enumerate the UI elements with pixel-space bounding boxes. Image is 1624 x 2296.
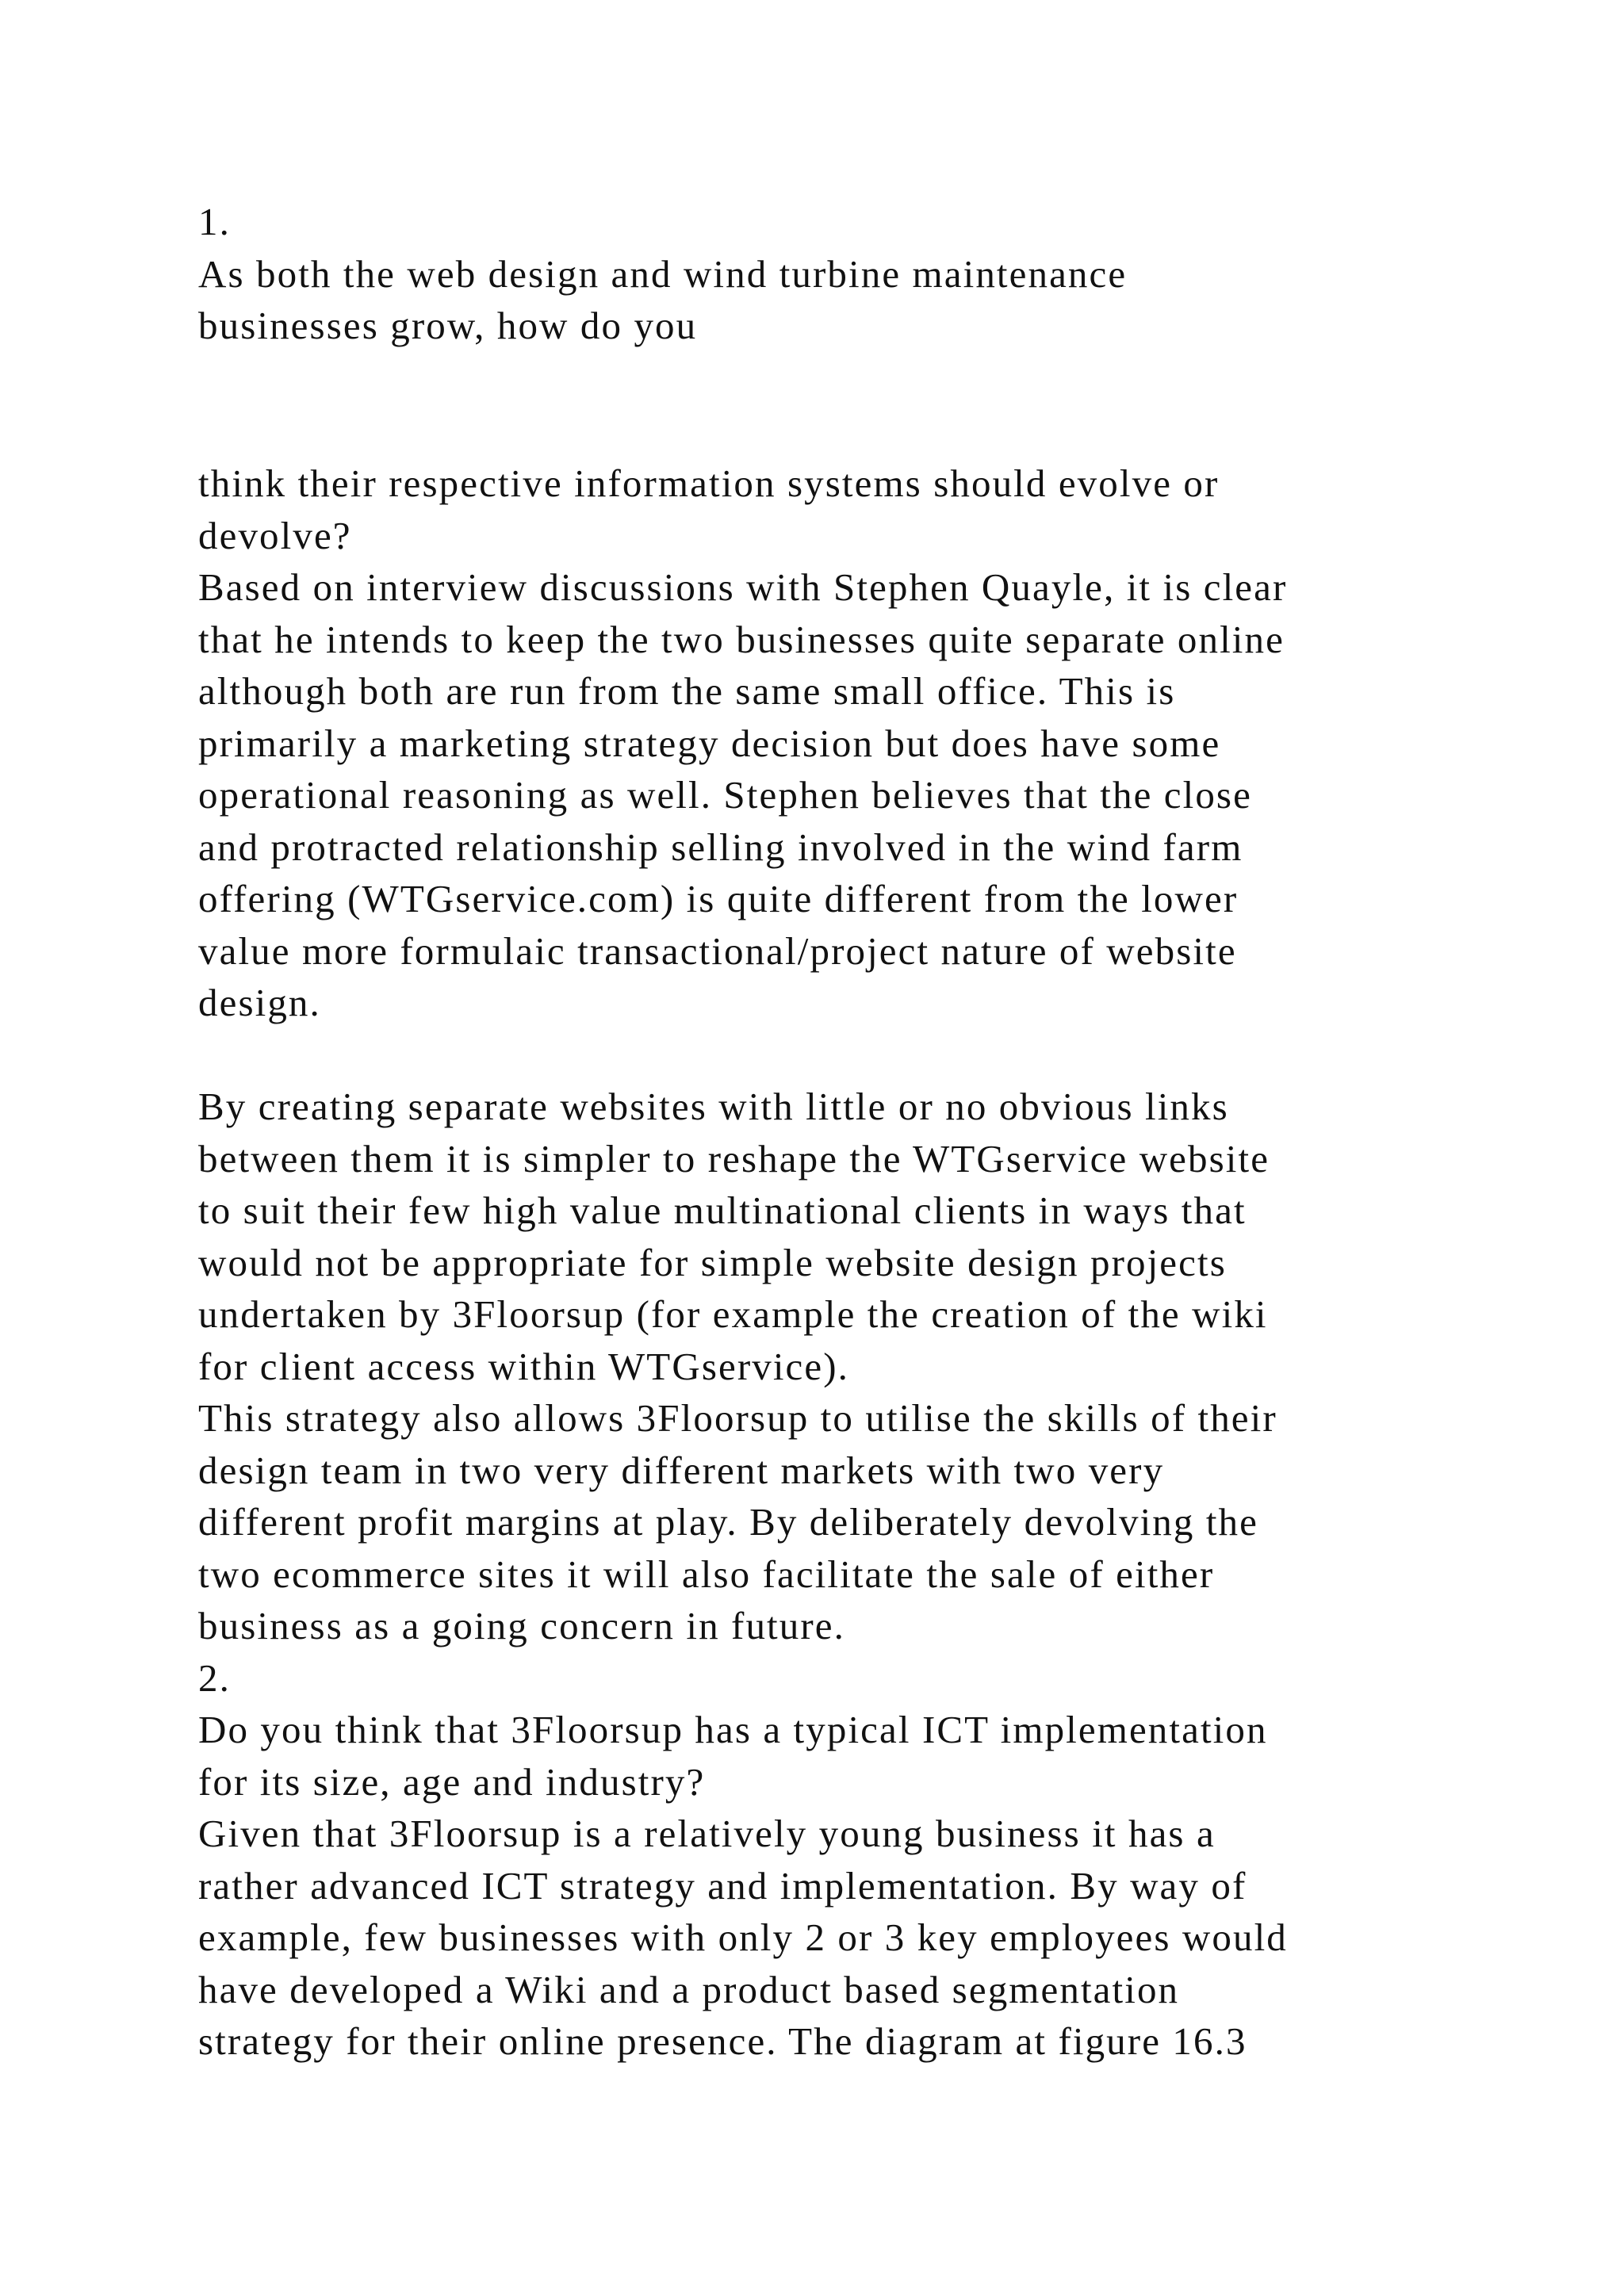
text-line: primarily a marketing strategy decision but does have some <box>198 721 1221 765</box>
text-line: have developed a Wiki and a product based segmentation <box>198 1967 1180 2011</box>
text-line: would not be appropriate for simple website design projects <box>198 1240 1227 1284</box>
text-line: Given that 3Floorsup is a relatively young business it has a <box>198 1812 1216 1855</box>
text-line: value more formulaic transactional/project nature of website <box>198 928 1237 973</box>
text-line: operational reasoning as well. Stephen believes that the close <box>198 773 1252 817</box>
text-line: to suit their few high value multinational clients in ways that <box>198 1188 1247 1232</box>
text-line: example, few businesses with only 2 or 3 key employees would <box>198 1915 1288 1959</box>
text-line: As both the web design and wind turbine maintenance <box>198 251 1128 296</box>
text-line: By creating separate websites with little or no obvious links <box>198 1085 1229 1128</box>
text-line: 2. <box>198 1655 231 1700</box>
text-line: design team in two very different markets with two very <box>198 1448 1165 1492</box>
text-line: devolve? <box>198 513 352 557</box>
text-block-body <box>198 457 1499 2068</box>
text-line: think their respective information systems should evolve or <box>198 461 1220 505</box>
text-line: although both are run from the same small office. This is <box>198 669 1176 713</box>
text-line: undertaken by 3Floorsup (for example the creation of the wiki <box>198 1292 1268 1336</box>
blank-line <box>198 1029 1499 1081</box>
text-block-question-1 <box>198 196 1499 352</box>
text-line: Based on interview discussions with Stephen Quayle, it is clear <box>198 565 1288 609</box>
text-line: two ecommerce sites it will also facilitate the sale of either <box>198 1552 1215 1596</box>
text-line: for client access within WTGservice). <box>198 1344 850 1388</box>
text-line: different profit margins at play. By deliberately devolving the <box>198 1500 1259 1544</box>
text-line: Do you think that 3Floorsup has a typical ICT implementation <box>198 1708 1268 1751</box>
text-line: businesses grow, how do you <box>198 304 698 347</box>
text-line: for its size, age and industry? <box>198 1759 706 1804</box>
text-line: strategy for their online presence. The diagram at figure 16.3 <box>198 2019 1247 2063</box>
text-line: and protracted relationship selling involved in the wind farm <box>198 825 1243 869</box>
text-line: rather advanced ICT strategy and implementation. By way of <box>198 1863 1247 1908</box>
text-line: business as a going concern in future. <box>198 1604 845 1647</box>
text-line: design. <box>198 981 321 1024</box>
text-line: offering (WTGservice.com) is quite different from the lower <box>198 877 1239 920</box>
text-line: 1. <box>198 200 231 243</box>
text-line: This strategy also allows 3Floorsup to utilise the skills of their <box>198 1396 1277 1440</box>
text-line: between them it is simpler to reshape the WTGservice website <box>198 1136 1270 1181</box>
text-line: that he intends to keep the two businesses quite separate online <box>198 617 1285 661</box>
